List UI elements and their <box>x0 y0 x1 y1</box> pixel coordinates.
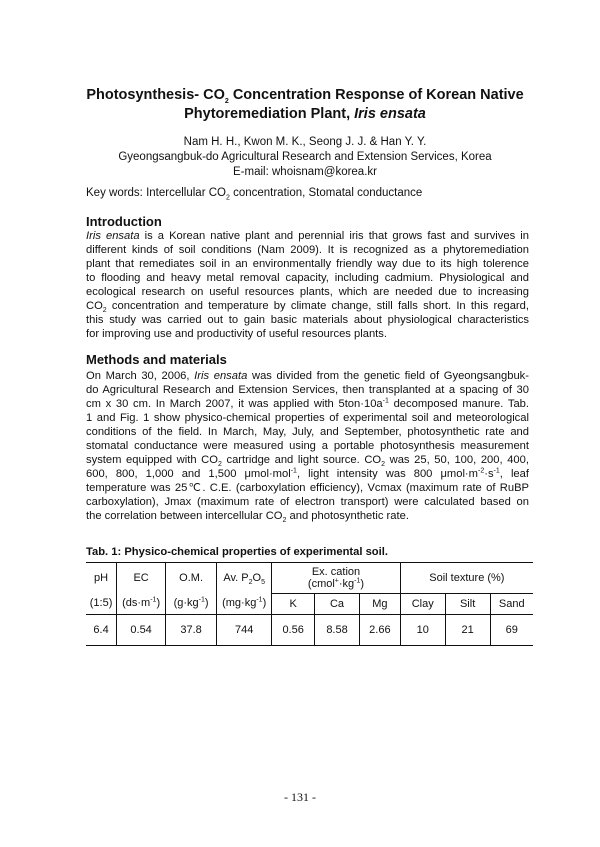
subheader-sand: Sand <box>490 593 533 614</box>
cell-ca: 8.58 <box>315 614 360 645</box>
paper-title <box>60 86 550 124</box>
introduction-paragraph: Iris ensata is a Korean native plant and perennial iris that grows fast and survives in different kinds of soil conditions (Nam 2009). It is recognized as a phytoremediation plant that remediates soil in an environmentally friendly way due to its high tolerence to flooding and heavy metal removal capacity, including cadmium. Physiological and ecological research on useful resources plants, which are needed due to increasing $CO_2$ concentration and temperature by climate change, still falls short. In this regard, this study was carried out to gain basic materials about physiological characteristics for improving use and productivity of useful resources plants. <box>86 230 529 340</box>
introduction-heading: Introduction <box>86 214 162 229</box>
cell-sand: 69 <box>490 614 533 645</box>
author-email: E-mail: whoisnam@korea.kr <box>233 166 377 178</box>
header-ph: pH <box>86 563 117 594</box>
cell-om: 37.8 <box>166 614 217 645</box>
header-om: O.M. <box>166 563 217 594</box>
table-header-row <box>86 563 533 594</box>
table-caption: Tab. 1: Physico-chemical properties of experimental soil. <box>86 546 388 558</box>
table-row <box>86 614 533 645</box>
methods-heading: Methods and materials <box>86 352 227 367</box>
title-text: Phytoremediation Plant, <box>184 106 355 122</box>
subheader-silt: Silt <box>445 593 490 614</box>
title-subscript: 2 <box>224 97 229 105</box>
soil-properties-table <box>86 562 533 646</box>
header-ex-cation: Ex. cation $(cmol^+\cdot kg^{-1})$ <box>272 563 401 594</box>
cell-av-p2o5: 744 <box>217 614 272 645</box>
title-text: Photosynthesis- CO <box>86 87 225 103</box>
header-ec: EC <box>117 563 166 594</box>
keywords: Key words: Intercellular $CO_2$ concentration, Stomatal conductance <box>86 187 423 202</box>
page-number: - 131 - <box>284 790 316 804</box>
unit-ec: $(ds\cdot m^{-1})$ <box>117 593 166 614</box>
author-names: Nam H. H., Kwon M. K., Seong J. J. & Han Y. Y. <box>183 136 427 148</box>
cell-clay: 10 <box>400 614 445 645</box>
cell-k: 0.56 <box>272 614 315 645</box>
header-av-p2o5: Av. $P_2O_5$ <box>217 563 272 594</box>
cell-ec: 0.54 <box>117 614 166 645</box>
cell-silt: 21 <box>445 614 490 645</box>
subheader-ca: Ca <box>315 593 360 614</box>
subheader-mg: Mg <box>359 593 400 614</box>
author-block <box>60 135 550 180</box>
unit-om: $(g\cdot kg^{-1})$ <box>166 593 217 614</box>
cell-mg: 2.66 <box>359 614 400 645</box>
unit-av-p2o5: $(mg\cdot kg^{-1})$ <box>217 593 272 614</box>
author-affiliation: Gyeongsangbuk-do Agricultural Research and Extension Services, Korea <box>118 151 492 163</box>
methods-paragraph: On March 30, 2006, Iris ensata was divided from the genetic field of Gyeongsangbuk- do Agricultural Research and Extension Services, then transplanted at a spacing of 30 cm x 30 cm. In March 2007, it was applied with $5ton\cdot 10a^{-1}$ decomposed manure. Tab. 1 and Fig. 1 show physico-chemical properties of experimental soil and meteorological conditions of the field. In March, May, July, and September, photosynthetic rate and stomatal conductance were measured using a portable photosynthesis measurement system equipped with $CO_2$ cartridge and light source. $CO_2$ was 25, 50, 100, 200, 400, 600, 800, 1,000 and 1,500 μmol·mol$^{-1}$, light intensity was 800 $\mu mol\cdot m^{-2}\cdot s^{-1}$, leaf temperature was 25℃. C.E. (carboxylation efficiency), Vcmax (maximum rate of RuBP carboxylation), Jmax (maximum rate of electron transport) were calculated based on the correlation between intercellular $CO_2$ and photosynthetic rate. <box>86 370 529 525</box>
subheader-k: K <box>272 593 315 614</box>
title-text: Concentration Response of Korean Native <box>228 87 524 103</box>
subheader-clay: Clay <box>400 593 445 614</box>
cell-ph: 6.4 <box>86 614 117 645</box>
title-species: Iris ensata <box>354 106 426 122</box>
header-soil-texture: Soil texture (%) <box>400 563 533 594</box>
unit-ph: (1:5) <box>86 593 117 614</box>
table-subheader-row <box>86 593 533 614</box>
